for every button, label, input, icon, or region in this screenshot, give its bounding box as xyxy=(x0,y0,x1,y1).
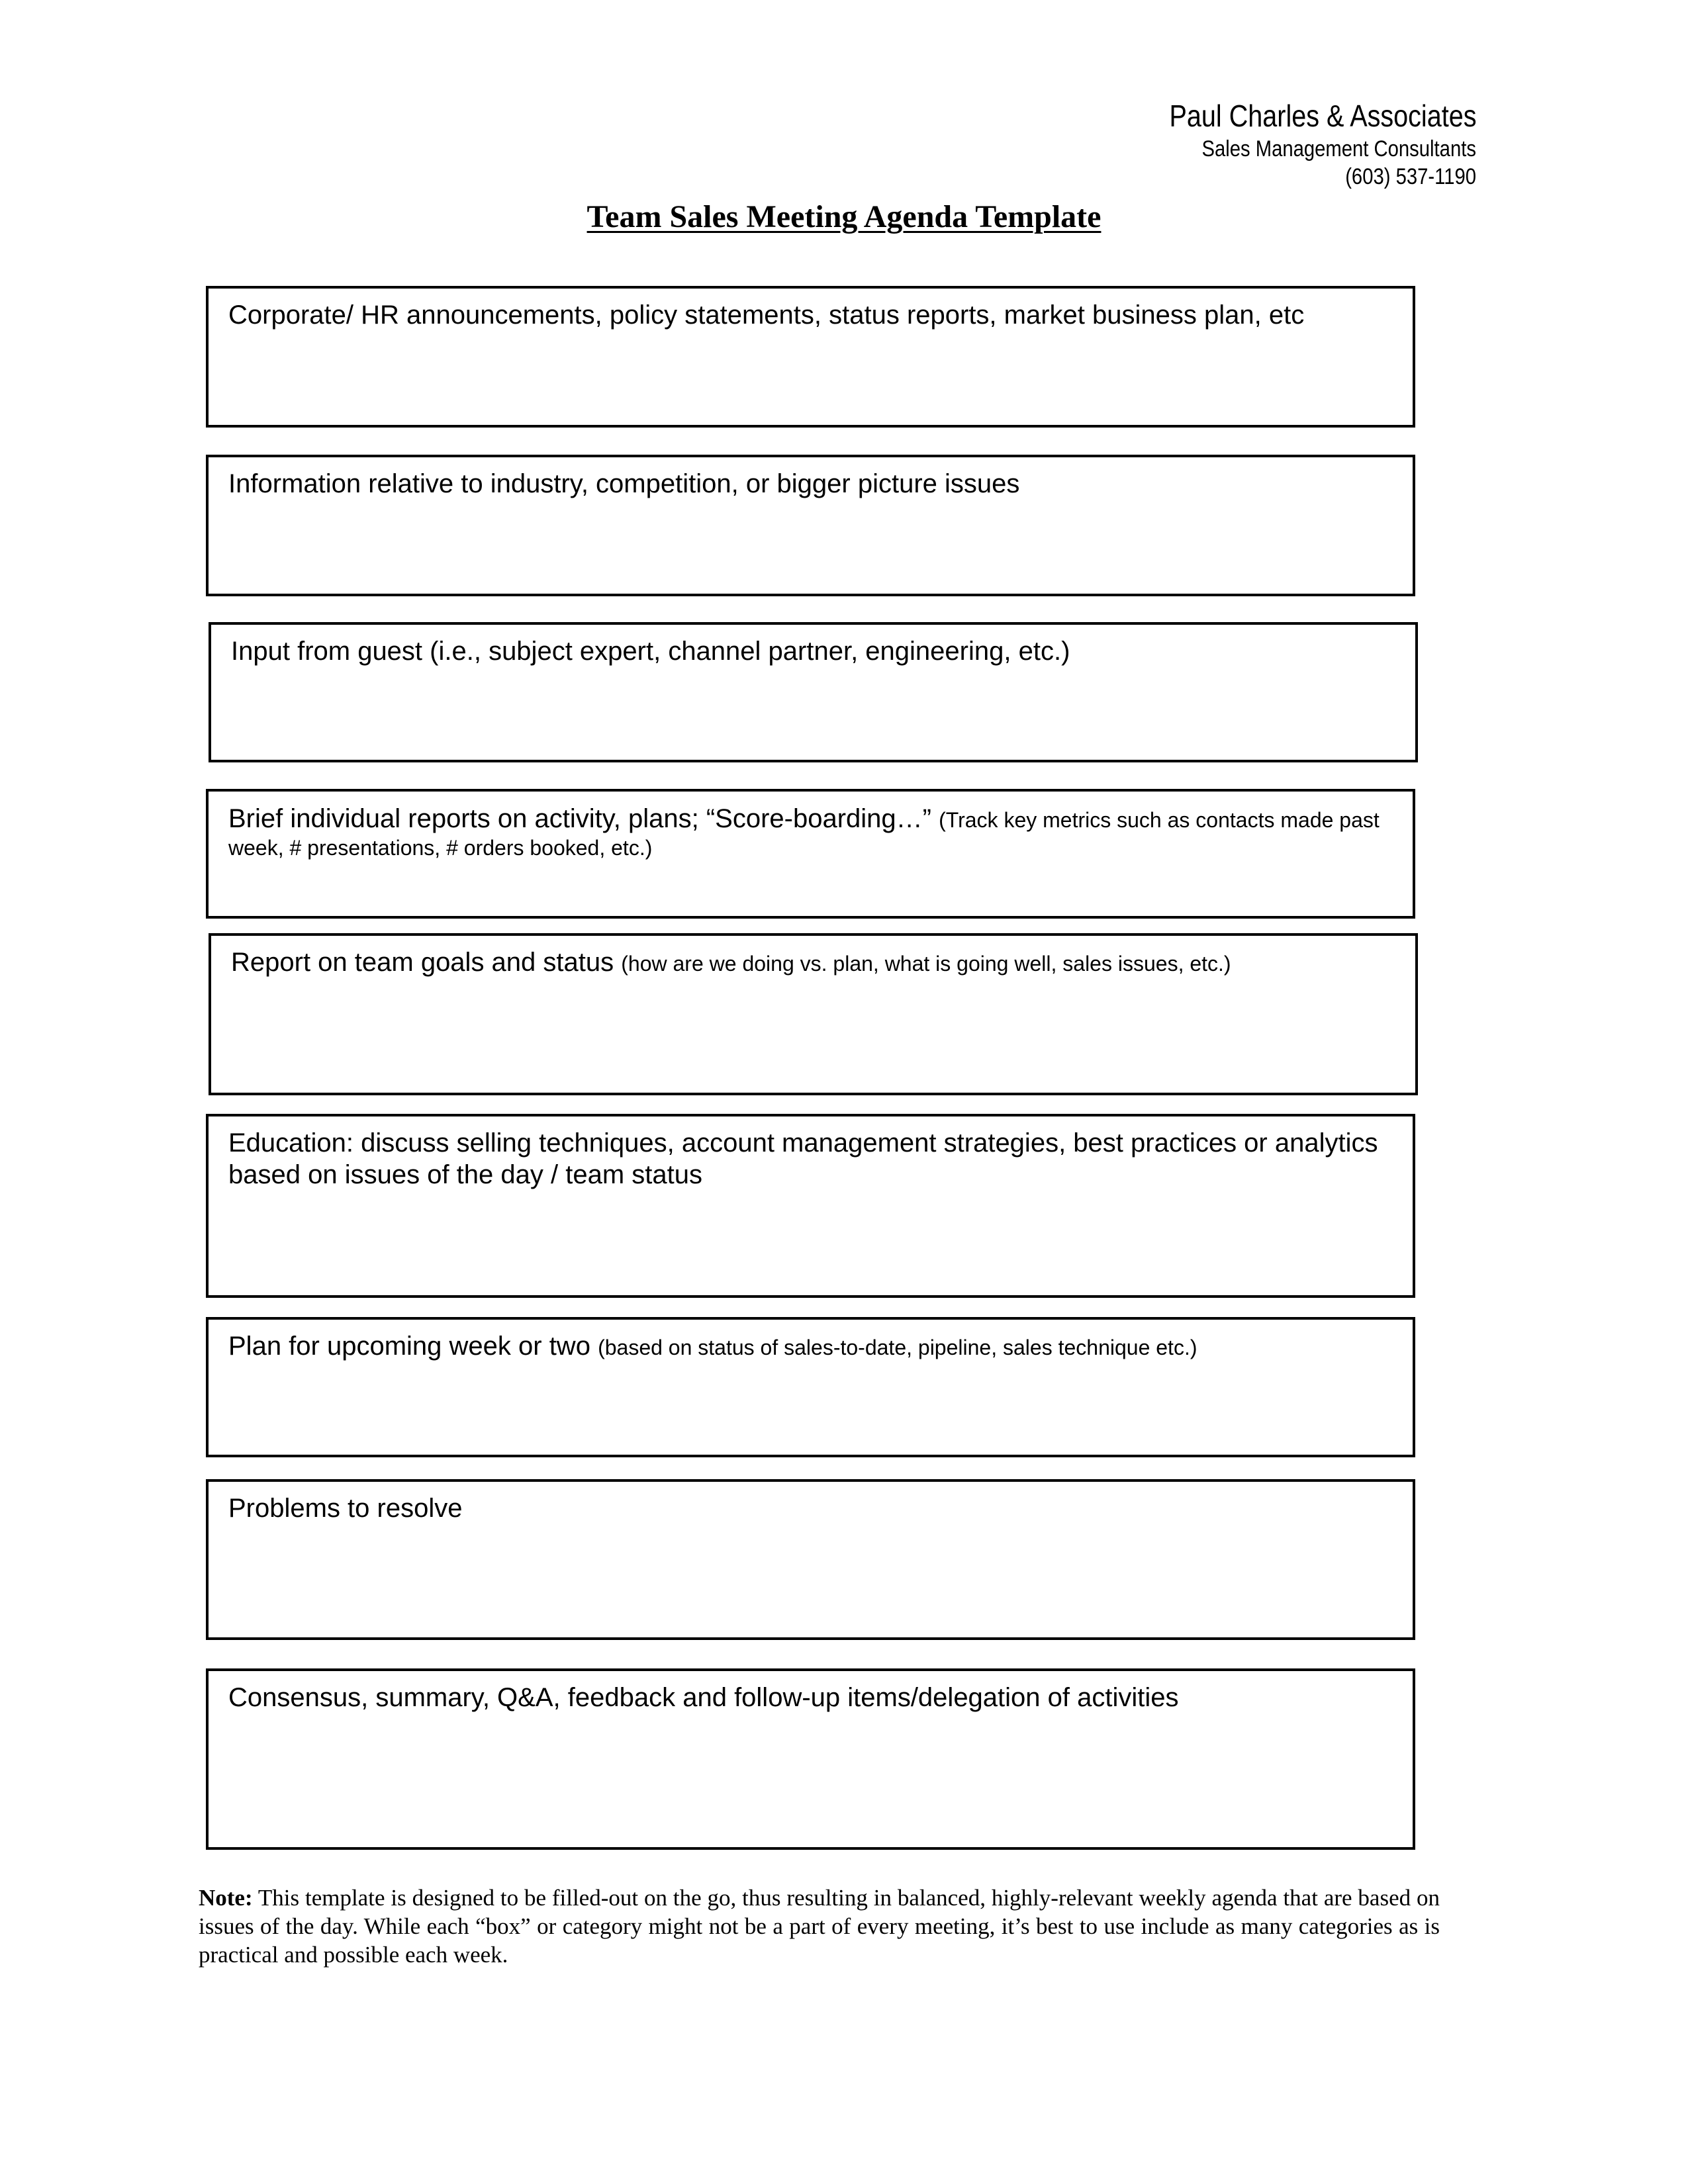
agenda-item-text: Plan for upcoming week or two xyxy=(228,1332,590,1361)
agenda-box-consensus[interactable] xyxy=(206,1668,1415,1850)
page-title-text: Team Sales Meeting Agenda Template xyxy=(586,199,1102,234)
agenda-box-industry-info[interactable] xyxy=(206,455,1415,596)
agenda-item-text: Corporate/ HR announcements, policy statements, status reports, market business plan, etc xyxy=(228,300,1305,330)
company-tagline: Sales Management Consultants xyxy=(1201,136,1476,161)
agenda-item-text: Report on team goals and status xyxy=(231,948,614,977)
agenda-item-text: Information relative to industry, competition, or bigger picture issues xyxy=(228,469,1020,498)
agenda-box-guest-input[interactable] xyxy=(209,622,1418,762)
agenda-item-detail: (Track key metrics such as contacts made past week, # presentations, # orders booked, etc.) xyxy=(228,808,1380,860)
company-phone: (603) 537-1190 xyxy=(1345,164,1476,189)
agenda-item-text: Brief individual reports on activity, plans; “Score-boarding…” xyxy=(228,804,931,833)
agenda-box-individual-reports[interactable] xyxy=(206,789,1415,919)
agenda-box-problems[interactable] xyxy=(206,1479,1415,1640)
company-name: Paul Charles & Associates xyxy=(1169,99,1476,133)
note-text: This template is designed to be filled-out on the go, thus resulting in balanced, highly-relevant weekly agenda that are based on issues of the day. While each “box” or category might not be a part of every meeting, it’s best to use include as many categories as is practical and possible each week. xyxy=(199,1885,1440,1968)
agenda-box-announcements[interactable] xyxy=(206,286,1415,428)
agenda-box-upcoming-plan[interactable] xyxy=(206,1317,1415,1457)
agenda-box-team-goals[interactable] xyxy=(209,933,1418,1095)
agenda-item-text: Consensus, summary, Q&A, feedback and follow-up items/delegation of activities xyxy=(228,1683,1179,1712)
page-title xyxy=(0,199,1688,235)
agenda-item-detail: (based on status of sales-to-date, pipeline, sales technique etc.) xyxy=(598,1336,1197,1359)
agenda-item-text: Education: discuss selling techniques, account management strategies, best practices or analytics based on issues of the day / team status xyxy=(228,1128,1378,1189)
agenda-box-education[interactable] xyxy=(206,1114,1415,1298)
agenda-item-detail: (how are we doing vs. plan, what is going well, sales issues, etc.) xyxy=(621,952,1231,976)
agenda-item-text: Problems to resolve xyxy=(228,1494,463,1523)
agenda-item-text: Input from guest (i.e., subject expert, channel partner, engineering, etc.) xyxy=(231,637,1070,666)
note-label: Note: xyxy=(199,1885,253,1911)
template-note xyxy=(199,1884,1440,1969)
